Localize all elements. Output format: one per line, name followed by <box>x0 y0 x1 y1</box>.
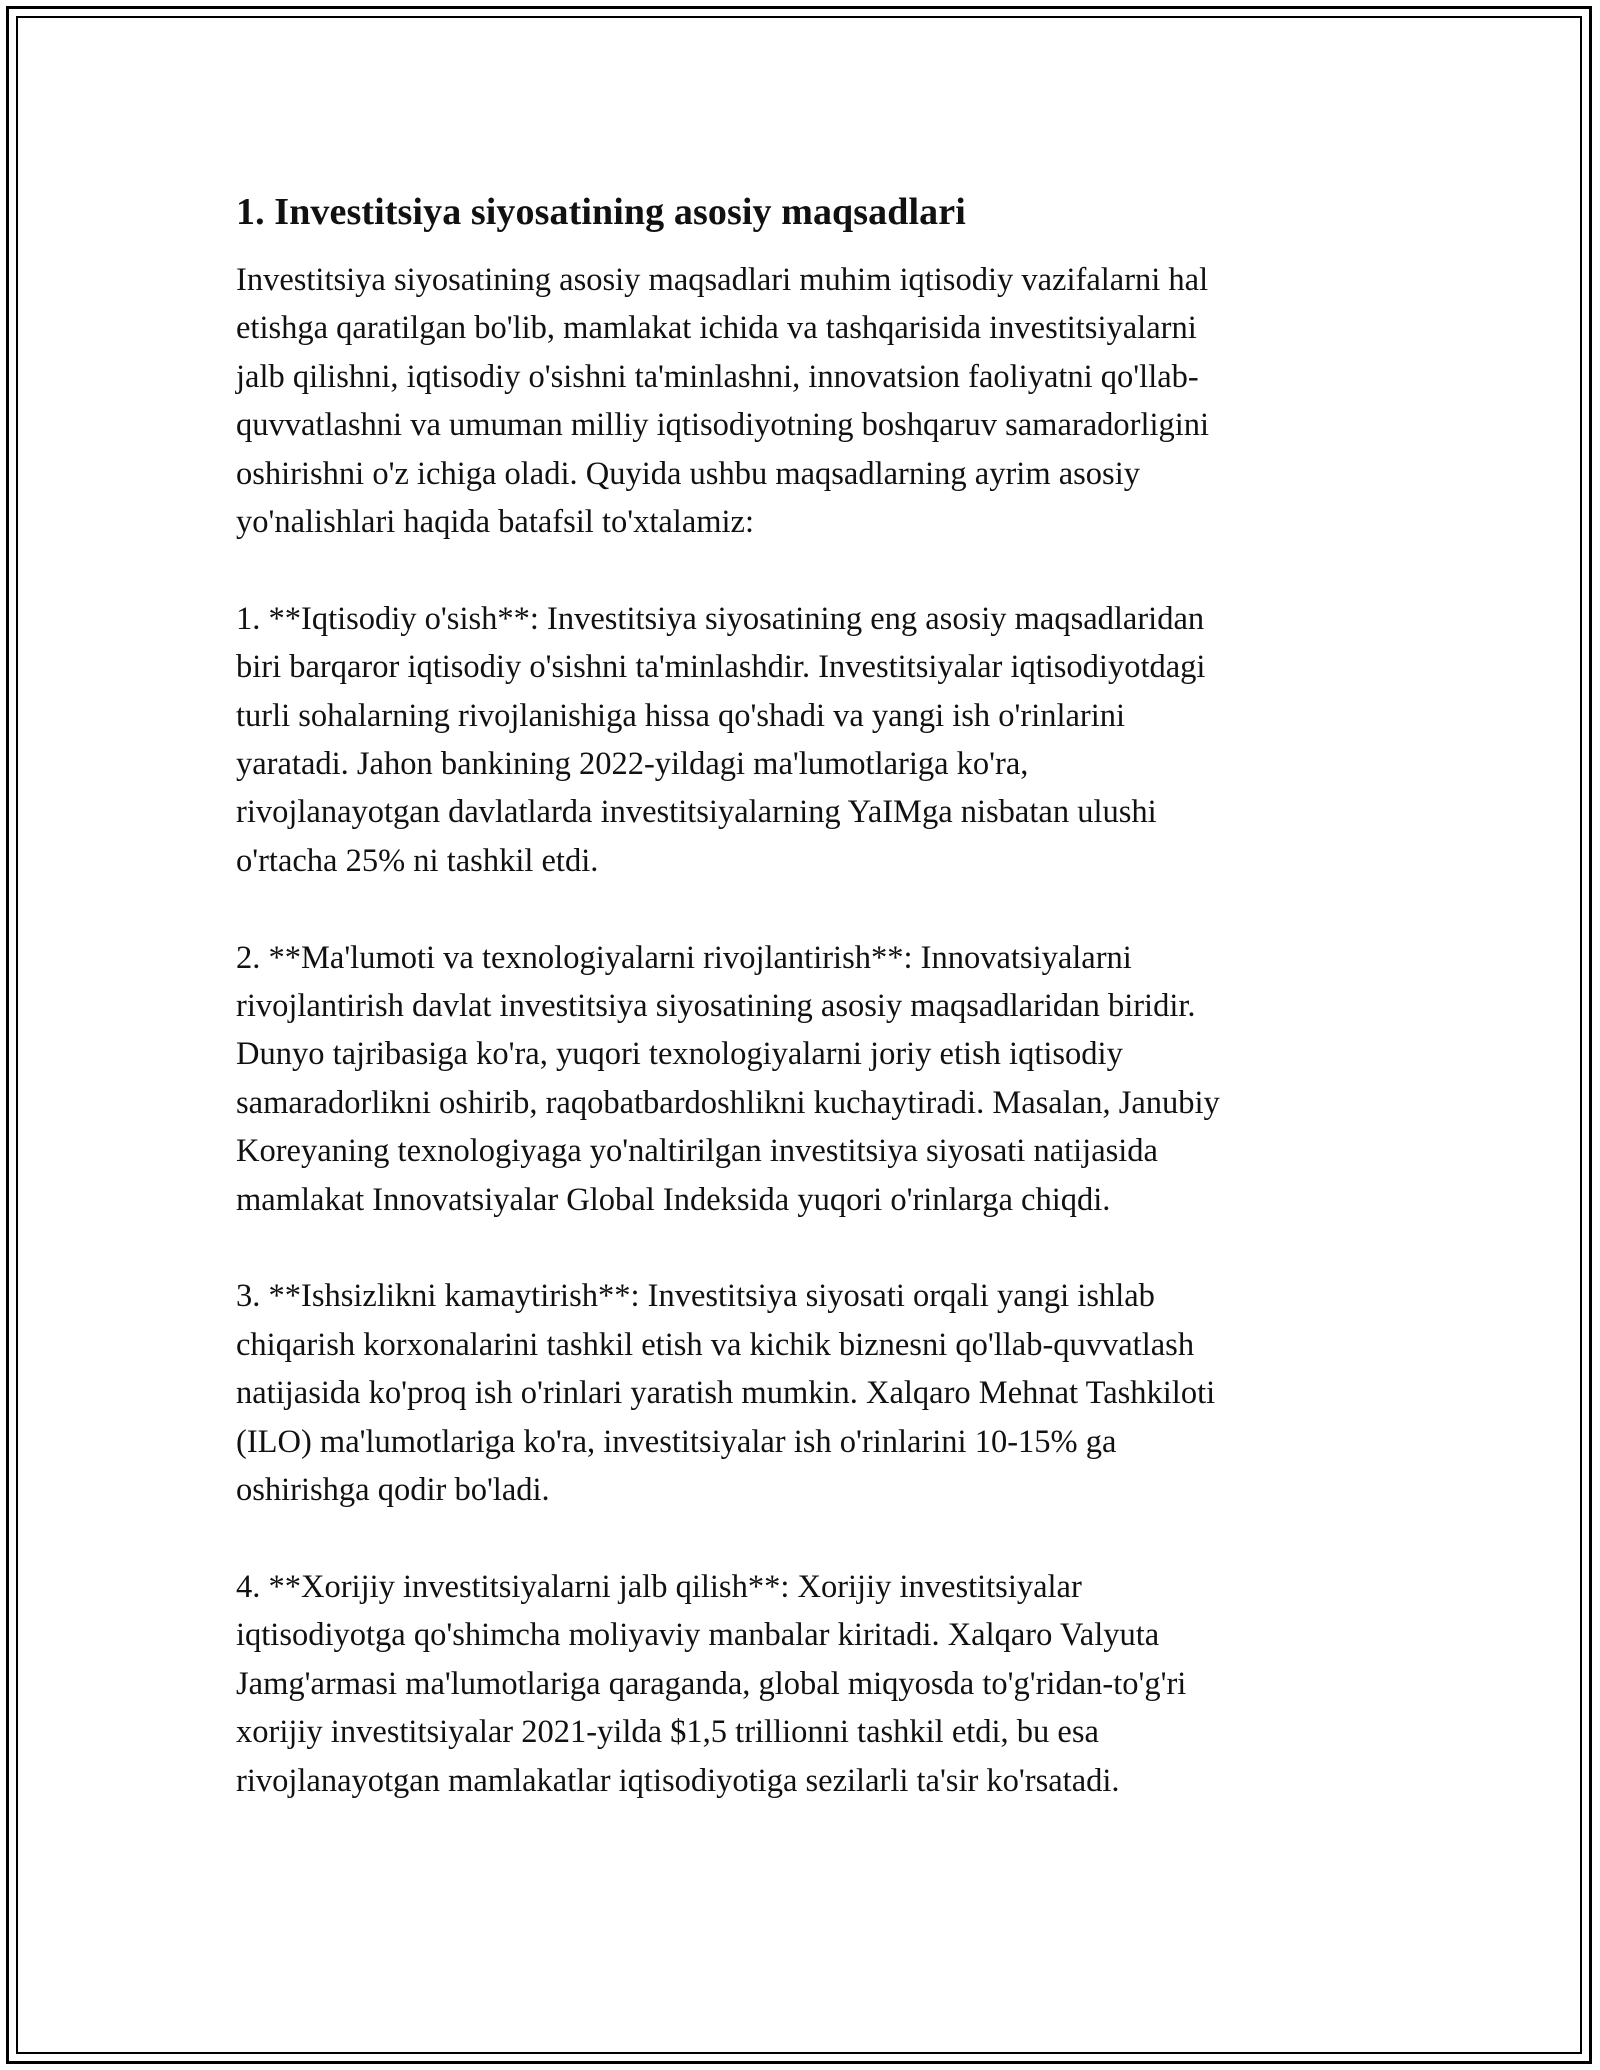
paragraph-technology-development: 2. **Ma'lumoti va texnologiyalarni rivojlantirish**: Innovatsiyalarni rivojlantirish davlat investitsiya siyosatining asosiy maqsadlaridan biridir. Dunyo tajribasiga ko'ra, yuqori texnologiyalarni joriy etish iqtisodiy samaradorlikni oshirib, raqobatbardoshlikni kuchaytiradi. Masalan, Janubiy Koreyaning texnologiyaga yo'naltirilgan investitsiya siyosati natijasida mamlakat Innovatsiyalar Global Indeksida yuqori o'rinlarga chiqdi. <box>236 939 1220 1218</box>
paragraph-economic-growth: 1. **Iqtisodiy o'sish**: Investitsiya siyosatining eng asosiy maqsadlaridan biri barqaror iqtisodiy o'sishni ta'minlashdir. Investitsiyalar iqtisodiyotdagi turli sohalarning rivojlanishiga hissa qo'shadi va yangi ish o'rinlarini yaratadi. Jahon bankining 2022-yildagi ma'lumotlariga ko'ra, rivojlanayotgan davlatlarda investitsiyalarning YaIMga nisbatan ulushi o'rtacha 25% ni tashkil etdi. <box>236 600 1206 879</box>
section-heading: 1. Investitsiya siyosatining asosiy maqsadlari <box>236 191 966 233</box>
paragraph-foreign-investment: 4. **Xorijiy investitsiyalarni jalb qilish**: Xorijiy investitsiyalar iqtisodiyotga qo'shimcha moliyaviy manbalar kiritadi. Xalqaro Valyuta Jamg'armasi ma'lumotlariga qaraganda, global miqyosda to'g'ridan-to'g'ri xorijiy investitsiyalar 2021-yilda $1,5 trillionni tashkil etdi, bu esa rivojlanayotgan mamlakatlar iqtisodiyotiga sezilarli ta'sir ko'rsatadi. <box>236 1568 1187 1799</box>
intro-paragraph: Investitsiya siyosatining asosiy maqsadlari muhim iqtisodiy vazifalarni hal etishga qaratilgan bo'lib, mamlakat ichida va tashqarisida investitsiyalarni jalb qilishni, iqtisodiy o'sishni ta'minlashni, innovatsion faoliyatni qo'llab- quvvatlashni va umuman milliy iqtisodiyotning boshqaruv samaradorligini oshirishni o'z ichiga oladi. Quyida ushbu maqsadlarning ayrim asosiy yo'nalishlari haqida batafsil to'xtalamiz: <box>236 262 1210 541</box>
paragraph-unemployment-reduction: 3. **Ishsizlikni kamaytirish**: Investitsiya siyosati orqali yangi ishlab chiqarish korxonalarini tashkil etish va kichik biznesni qo'llab-quvvatlash natijasida ko'proq ish o'rinlari yaratish mumkin. Xalqaro Mehnat Tashkiloti (ILO) ma'lumotlariga ko'ra, investitsiyalar ish o'rinlarini 10-15% ga oshirishga qodir bo'ladi. <box>236 1278 1216 1509</box>
document-body <box>236 186 1366 1853</box>
